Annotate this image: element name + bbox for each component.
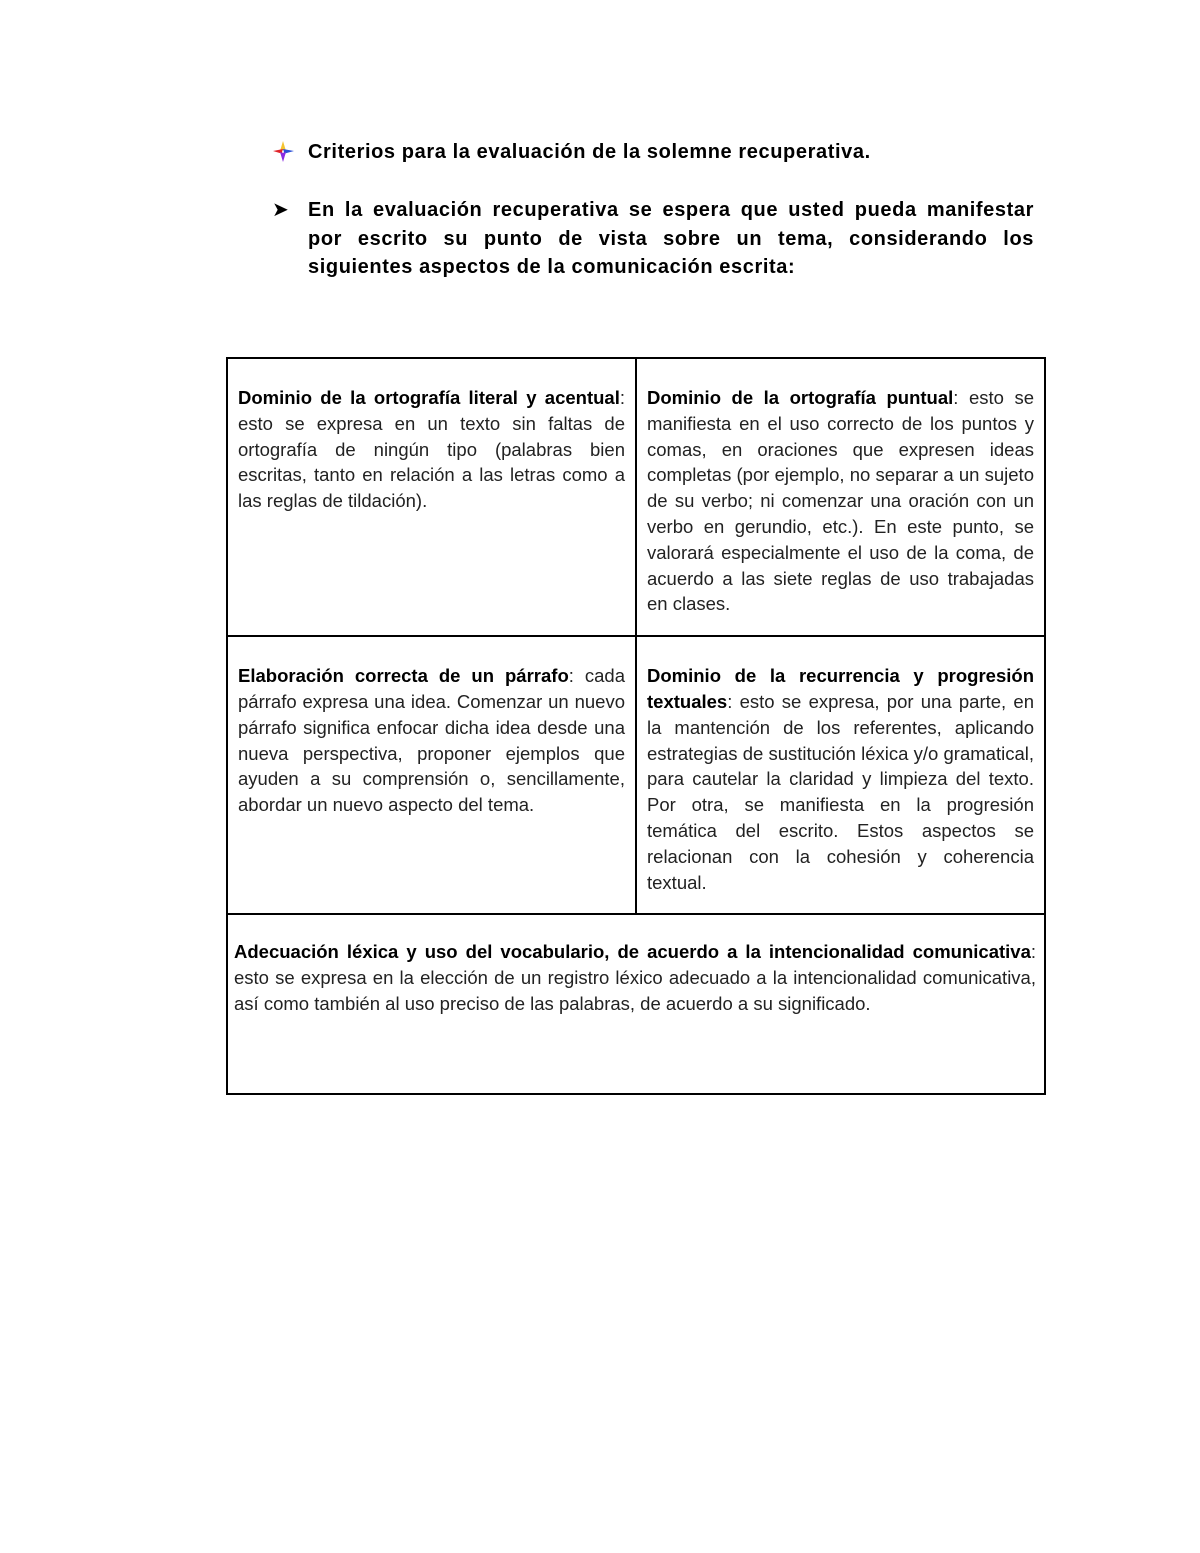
criterion-title: Dominio de la ortografía puntual xyxy=(647,387,954,408)
criterion-cell-lexical xyxy=(227,914,1045,1094)
intro-paragraph xyxy=(272,196,1034,282)
criterion-cell-recurrence xyxy=(636,636,1045,914)
criterion-title: Dominio de la ortografía literal y acentual xyxy=(238,387,620,408)
criterion-cell-orthography-literal xyxy=(227,358,636,636)
criterion-title: Elaboración correcta de un párrafo xyxy=(238,665,569,687)
criterion-title: Dominio de la recurrencia y progresión textuales xyxy=(647,665,1034,712)
heading-text: Criterios para la evaluación de la solemne recuperativa. xyxy=(308,140,871,163)
criterion-body: : cada párrafo expresa una idea. Comenzar un nuevo párrafo significa enfocar dicha idea desde una nueva perspectiva, proponer ejemplos que ayuden a su comprensión o, sencillamente, abordar un nuevo aspecto del tema. xyxy=(238,665,625,816)
table-row xyxy=(227,358,1045,636)
criterion-cell-orthography-punctual xyxy=(636,358,1045,636)
criterion-body: : esto se manifiesta en el uso correcto de los puntos y comas, en oraciones que expresen ideas completas (por ejemplo, no separar a un sujeto de su verbo; ni comenzar una oración con un verbo en gerundio, etc.). En este punto, se valorará especialmente el uso de la coma, de acuerdo a las siete reglas de uso trabajadas en clases. xyxy=(647,387,1034,615)
diamond-bullet-icon xyxy=(272,140,308,164)
criterion-body: : esto se expresa en un texto sin faltas de ortografía de ningún tipo (palabras bien escritas, tanto en relación a las letras como a las reglas de tildación). xyxy=(238,387,625,512)
criterion-body: : esto se expresa en la elección de un registro léxico adecuado a la intencionalidad comunicativa, así como también al uso preciso de las palabras, de acuerdo a su significado. xyxy=(234,941,1036,1014)
criterion-cell-paragraph xyxy=(227,636,636,914)
criterion-body: : esto se expresa, por una parte, en la mantención de los referentes, aplicando estrategias de sustitución léxica y/o gramatical, para cautelar la claridad y limpieza del texto. Por otra, se manifiesta en la progresión temática del escrito. Estos aspectos se relacionan con la cohesión y coherencia textual. xyxy=(647,690,1034,893)
heading xyxy=(272,140,1032,164)
criterion-title: Adecuación léxica y uso del vocabulario, de acuerdo a la intencionalidad comunicativa xyxy=(234,941,1031,963)
arrow-bullet-icon: ➤ xyxy=(272,199,289,221)
criteria-table xyxy=(226,357,1046,1095)
table-row xyxy=(227,914,1045,1094)
intro-text: En la evaluación recuperativa se espera que usted pueda manifestar por escrito su punto de vista sobre un tema, considerando los siguientes aspectos de la comunicación escrita: xyxy=(308,199,1034,278)
table-row xyxy=(227,636,1045,914)
